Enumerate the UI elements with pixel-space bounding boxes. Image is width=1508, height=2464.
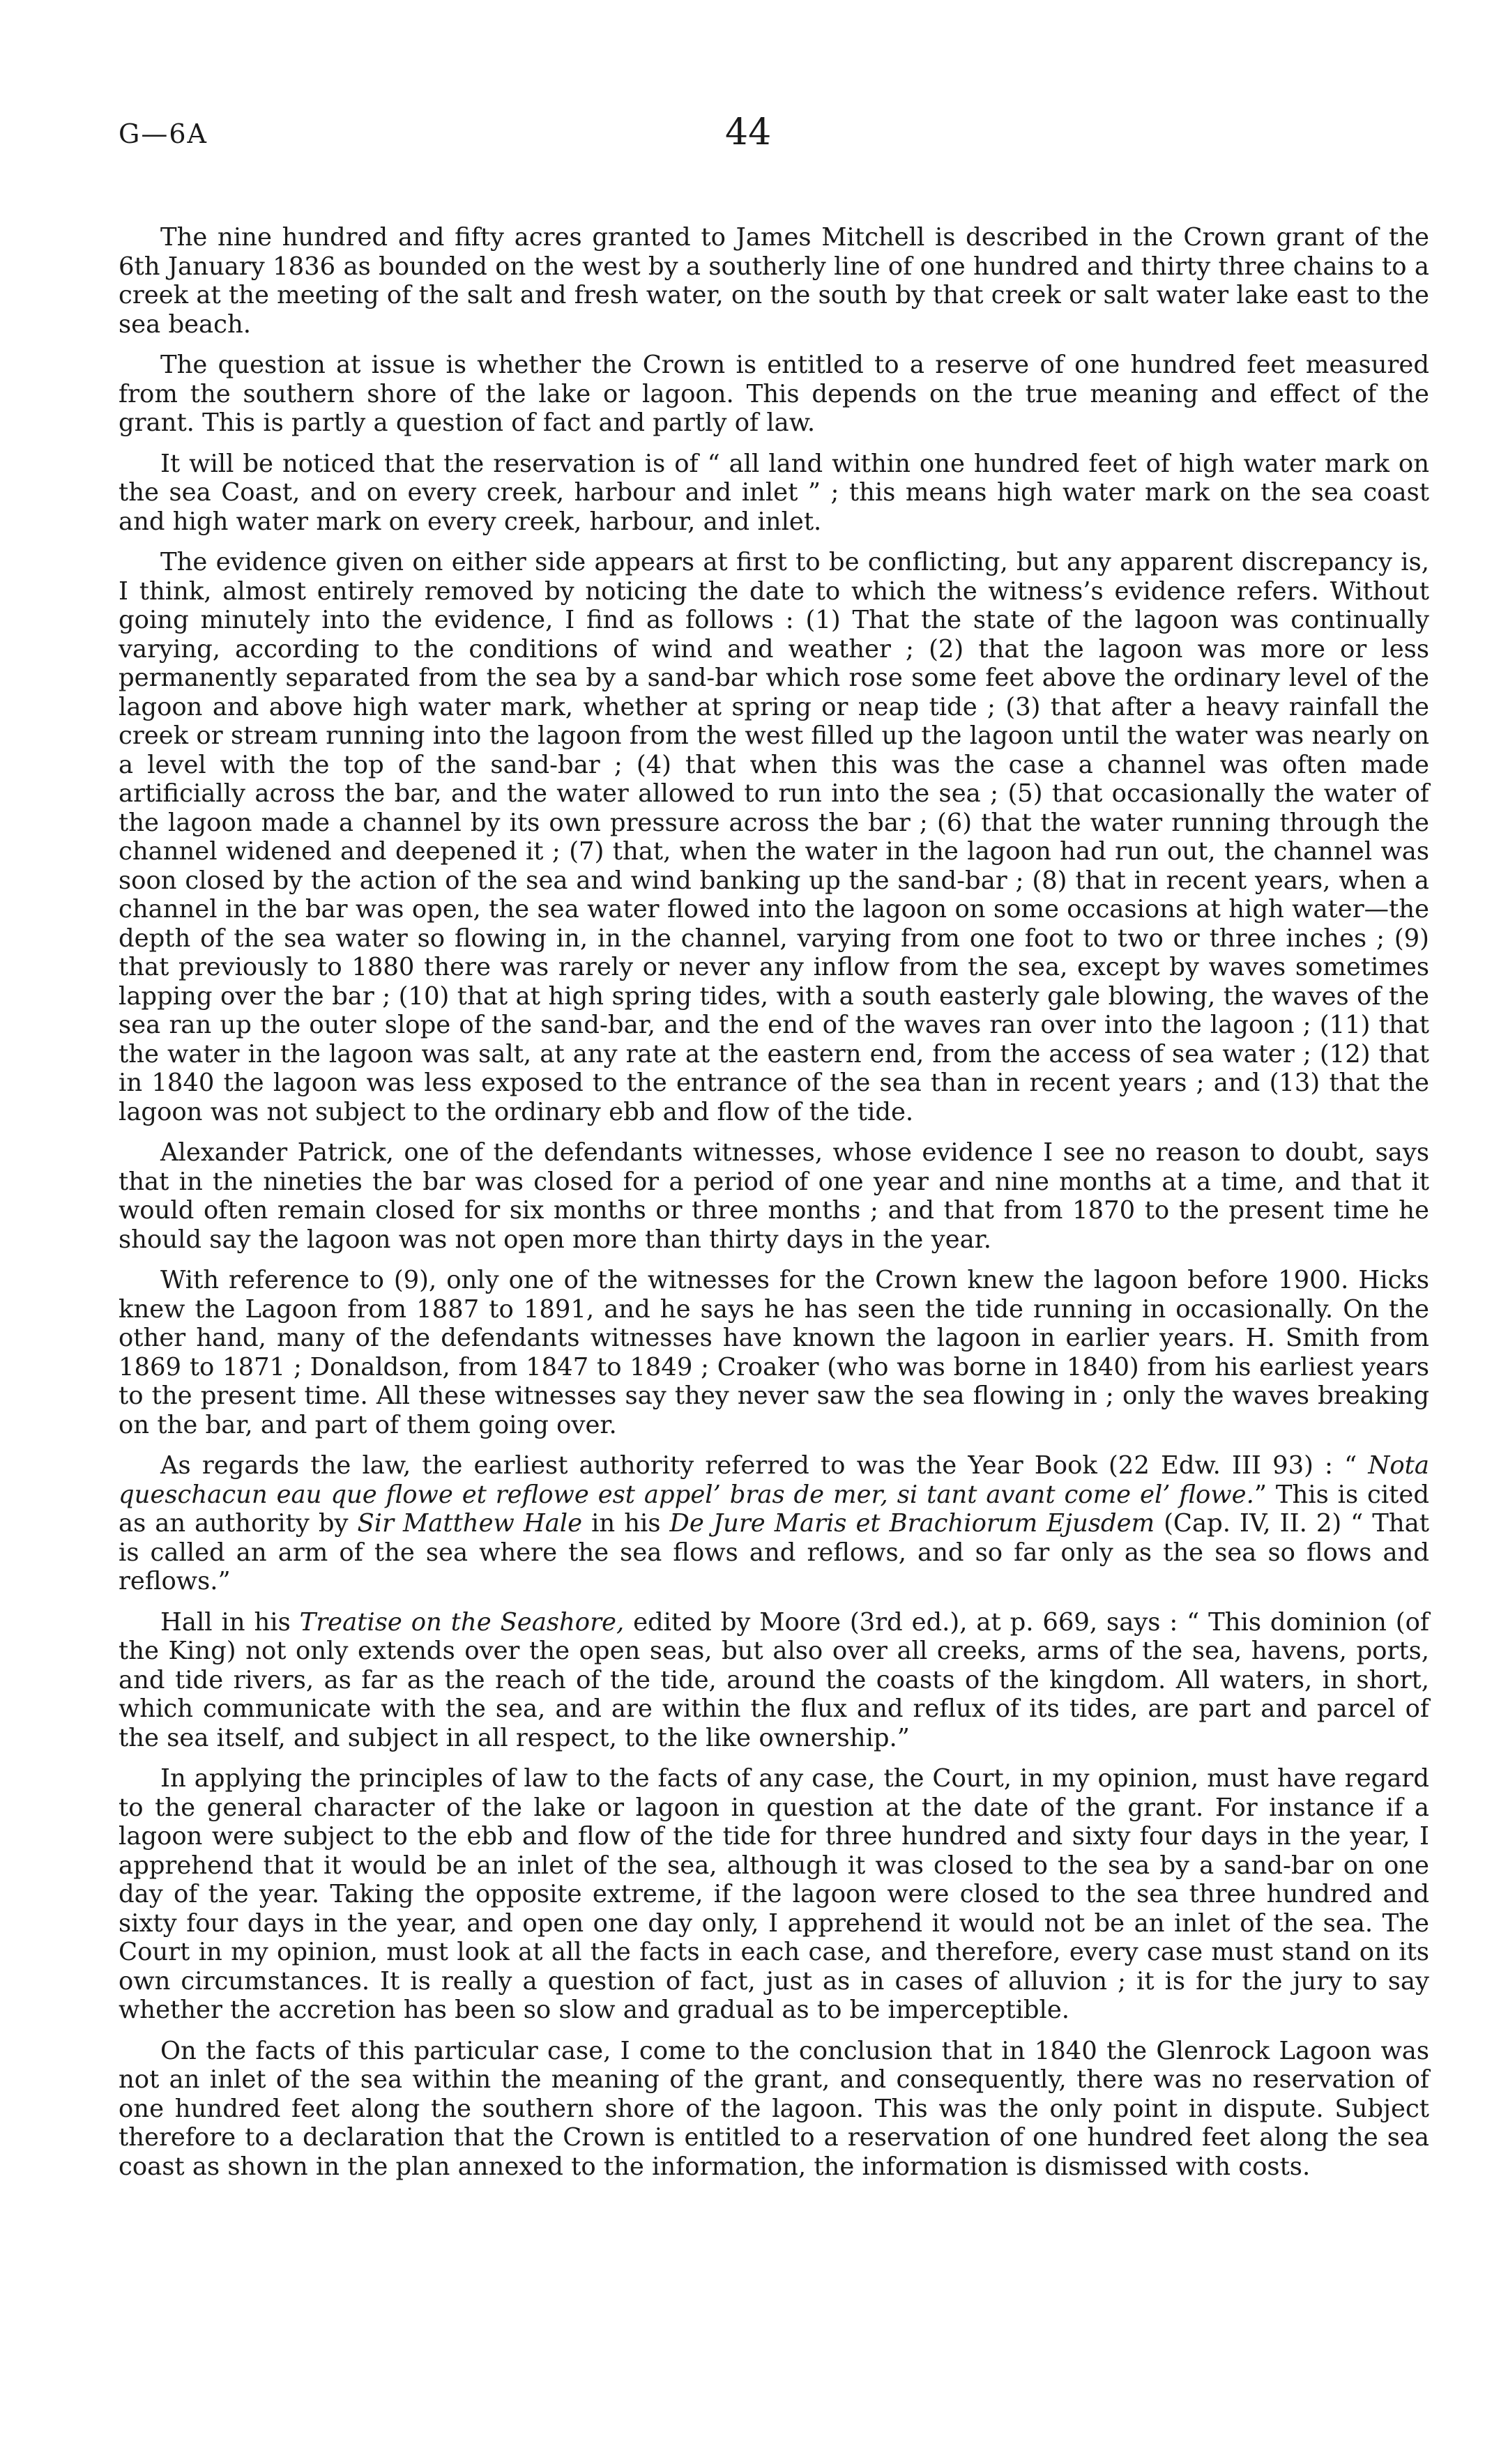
latin-quote: Nota queschacun eau que flowe et reflowe est appel’ bras de mer, si tant avant come el’ flowe. (119, 1451, 1429, 1509)
document-code: G—6A (119, 118, 208, 149)
text-run: Hall in his (160, 1607, 300, 1637)
paragraph: With reference to (9), only one of the witnesses for the Crown knew the lagoon before 1900. Hicks knew the Lagoon from 1887 to 1891, and he says he has seen the tide running in occasionally. On the other hand, many of the defendants witnesses have known the lagoon in earlier years. H. Smith from 1869 to 1871 ; Donaldson, from 1847 to 1849 ; Croaker (who was borne in 1840) from his earliest years to the present time. All these witnesses say they never saw the sea flowing in ; only the waves breaking on the bar, and part of them going over. (119, 1266, 1429, 1439)
document-page (119, 112, 1430, 2193)
paragraph: On the facts of this particular case, I come to the conclusion that in 1840 the Glenrock Lagoon was not an inlet of the sea within the meaning of the grant, and consequently, there was no reservation of one hundred feet along the southern shore of the lagoon. This was the only point in dispute. Subject therefore to a declaration that the Crown is entitled to a reservation of one hundred feet along the sea coast as shown in the plan annexed to the information, the information is dismissed with costs. (119, 2036, 1429, 2181)
body-text (119, 223, 1429, 2181)
page-header (119, 112, 1429, 174)
author-name: Sir Matthew Hale (357, 1509, 583, 1538)
text-run: in his (582, 1509, 670, 1538)
paragraph: The question at issue is whether the Crown is entitled to a reserve of one hundred feet measured from the southern shore of the lake or lagoon. This depends on the true meaning and effect of the grant. This is partly a question of fact and partly of law. (119, 351, 1429, 437)
page-number: 44 (725, 112, 772, 153)
paragraph: It will be noticed that the reservation is of “ all land within one hundred feet of high water mark on the sea Coast, and on every creek, harbour and inlet ” ; this means high water mark on the sea coast and high water mark on every creek, harbour, and inlet. (119, 449, 1429, 536)
paragraph-year-book (119, 1451, 1429, 1596)
paragraph: The nine hundred and fifty acres granted to James Mitchell is described in the Crown grant of the 6th January 1836 as bounded on the west by a southerly line of one hundred and thirty three chains to a creek at the meeting of the salt and fresh water, on the south by that creek or salt water lake east to the sea beach. (119, 223, 1429, 339)
text-run: (Cap. IV, II. 2) “ That is called an arm of the sea where the sea flows and reflows, and so far only as the sea so flows and reflows.” (119, 1509, 1430, 1596)
paragraph-hall (119, 1608, 1429, 1753)
text-run: ” This is cited as an authority by (119, 1480, 1429, 1538)
paragraph: The evidence given on either side appears at first to be conflicting, but any apparent discrepancy is, I think, almost entirely removed by noticing the date to which the witness’s evidence refers. Without going minutely into the evidence, I find as follows : (1) That the state of the lagoon was continually varying, according to the conditions of wind and weather ; (2) that the lagoon was more or less permanently separated from the sea by a sand-bar which rose some feet above the ordinary level of the lagoon and above high water mark, whether at spring or neap tide ; (3) that after a heavy rainfall the creek or stream running into the lagoon from the west filled up the lagoon until the water was nearly on a level with the top of the sand-bar ; (4) that when this was the case a channel was often made artificially across the bar, and the water allowed to run into the sea ; (5) that occasionally the water of the lagoon made a channel by its own pressure across the bar ; (6) that the water running through the channel widened and deepened it ; (7) that, when the water in the lagoon had run out, the channel was soon closed by the action of the sea and wind banking up the sand-bar ; (8) that in recent years, when a channel in the bar was open, the sea water flowed into the lagoon on some occasions at high water—the depth of the sea water so flowing in, in the channel, varying from one foot to two or three inches ; (9) that previously to 1880 there was rarely or never any inflow from the sea, except by waves sometimes lapping over the bar ; (10) that at high spring tides, with a south easterly gale blowing, the waves of the sea ran up the outer slope of the sand-bar, and the end of the waves ran over into the lagoon ; (11) that the water in the lagoon was salt, at any rate at the eastern end, from the access of sea water ; (12) that in 1840 the lagoon was less exposed to the entrance of the sea than in recent years ; and (13) that the lagoon was not subject to the ordinary ebb and flow of the tide. (119, 548, 1429, 1126)
paragraph: Alexander Patrick, one of the defendants witnesses, whose evidence I see no reason to doubt, says that in the nineties the bar was closed for a period of one year and nine months at a time, and that it would often remain closed for six months or three months ; and that from 1870 to the present time he should say the lagoon was not open more than thirty days in the year. (119, 1138, 1429, 1254)
work-title: De Jure Maris et Brachiorum Ejusdem (669, 1509, 1155, 1538)
text-run: edited by Moore (3rd ed.), at p. 669, says : “ This dominion (of the King) not only extends over the open seas, but also over all creeks, arms of the sea, havens, ports, and tide rivers, as far as the reach of the tide, around the coasts of the kingdom. All waters, in short, which communicate with the sea, and are within the flux and reflux of its tides, are part and parcel of the sea itself, and subject in all respect, to the like ownership.” (119, 1607, 1429, 1752)
paragraph: In applying the principles of law to the facts of any case, the Court, in my opinion, must have regard to the general character of the lake or lagoon in question at the date of the grant. For instance if a lagoon were subject to the ebb and flow of the tide for three hundred and sixty four days in the year, I apprehend that it would be an inlet of the sea, although it was closed to the sea by a sand-bar on one day of the year. Taking the opposite extreme, if the lagoon were closed to the sea three hundred and sixty four days in the year, and open one day only, I apprehend it would not be an inlet of the sea. The Court in my opinion, must look at all the facts in each case, and therefore, every case must stand on its own circumstances. It is really a question of fact, just as in cases of alluvion ; it is for the jury to say whether the accretion has been so slow and gradual as to be imperceptible. (119, 1764, 1429, 2024)
text-run: As regards the law, the earliest authority referred to was the Year Book (22 Edw. III 93) : “ (160, 1451, 1369, 1480)
work-title: Treatise on the Seashore, (299, 1607, 625, 1637)
